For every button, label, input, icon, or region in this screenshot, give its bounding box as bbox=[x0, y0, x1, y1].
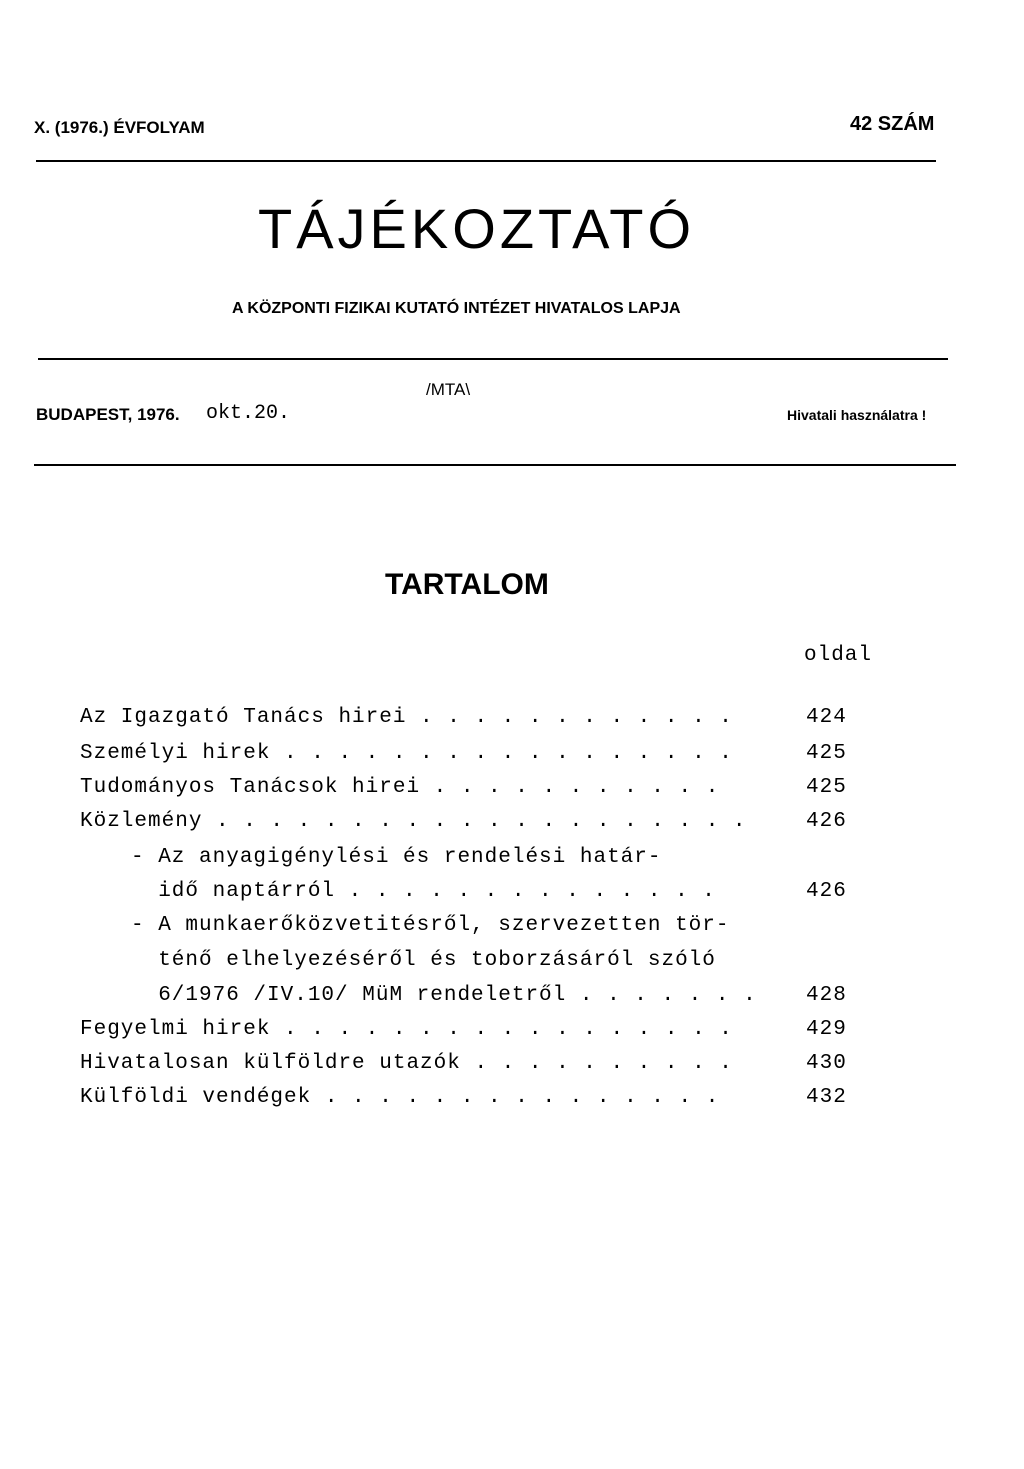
list-item bbox=[80, 1052, 733, 1075]
entry-page: 429 bbox=[806, 1018, 847, 1041]
list-item bbox=[131, 949, 716, 972]
entry-page: 426 bbox=[806, 880, 847, 903]
entry-text: ténő elhelyezéséről és toborzásáról szóló bbox=[131, 949, 716, 972]
list-item bbox=[80, 1086, 719, 1109]
entry-page: 424 bbox=[806, 706, 847, 729]
entry-page: 432 bbox=[806, 1086, 847, 1109]
entry-text: Közlemény . . . . . . . . . . . . . . . . . . . . bbox=[80, 810, 747, 833]
list-item bbox=[131, 846, 661, 869]
list-item bbox=[131, 880, 716, 903]
entry-text: 6/1976 /IV.10/ MüM rendeletről . . . . . . . bbox=[131, 984, 757, 1007]
entry-page: 428 bbox=[806, 984, 847, 1007]
issue-date: okt.20. bbox=[206, 402, 291, 425]
page-column-label: oldal bbox=[804, 644, 873, 667]
header-rule-top bbox=[36, 160, 936, 162]
mta-emblem: /MTA\ bbox=[426, 380, 471, 399]
entry-page: 430 bbox=[806, 1052, 847, 1075]
list-item bbox=[80, 742, 733, 765]
entry-text: Hivatalosan külföldre utazók . . . . . . . . . . bbox=[80, 1052, 733, 1075]
issue-number: 42 SZÁM bbox=[850, 113, 935, 135]
entry-text: Külföldi vendégek . . . . . . . . . . . . . . . bbox=[80, 1086, 720, 1109]
list-item bbox=[80, 706, 733, 729]
subtitle: A KÖZPONTI FIZIKAI KUTATÓ INTÉZET HIVATALOS LAPJA bbox=[232, 300, 681, 317]
list-item bbox=[131, 984, 757, 1007]
place-date: BUDAPEST, 1976. bbox=[36, 405, 180, 424]
header-rule-bottom bbox=[34, 464, 956, 466]
usage-notice: Hivatali használatra ! bbox=[787, 407, 927, 423]
entry-text: Fegyelmi hirek . . . . . . . . . . . . . . . . . bbox=[80, 1018, 733, 1041]
entry-page: 425 bbox=[806, 776, 847, 799]
entry-page: 426 bbox=[806, 810, 847, 833]
entry-text: - Az anyagigénylési és rendelési határ- bbox=[131, 846, 662, 869]
contents-heading: TARTALOM bbox=[385, 568, 549, 601]
entry-text: Személyi hirek . . . . . . . . . . . . . . . . . bbox=[80, 742, 733, 765]
list-item bbox=[80, 810, 747, 833]
entry-text: - A munkaerőközvetitésről, szervezetten tör- bbox=[131, 914, 730, 937]
entry-text: idő naptárról . . . . . . . . . . . . . . bbox=[131, 880, 716, 903]
list-item bbox=[80, 776, 719, 799]
entry-page: 425 bbox=[806, 742, 847, 765]
volume-label: X. (1976.) ÉVFOLYAM bbox=[34, 118, 205, 137]
header-rule-middle bbox=[38, 358, 948, 360]
list-item bbox=[80, 1018, 733, 1041]
list-item bbox=[131, 914, 730, 937]
entry-text: Az Igazgató Tanács hirei . . . . . . . . . . . . bbox=[80, 706, 733, 729]
page-title: TÁJÉKOZTATÓ bbox=[258, 197, 696, 260]
entry-text: Tudományos Tanácsok hirei . . . . . . . . . . . bbox=[80, 776, 720, 799]
